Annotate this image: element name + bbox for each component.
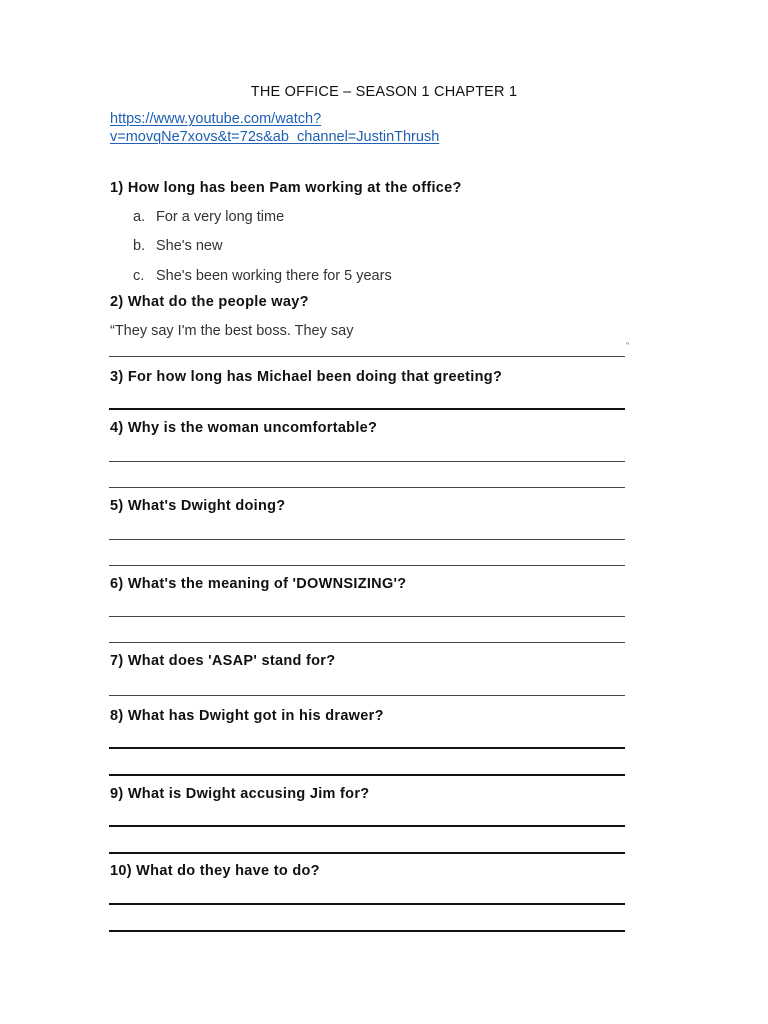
option-b-letter: b. — [133, 238, 146, 254]
option-c-text: She's been working there for 5 years — [156, 268, 392, 284]
quote-prompt: “They say I'm the best boss. They say — [110, 323, 354, 339]
answer-line — [109, 774, 625, 776]
answer-line — [109, 825, 625, 827]
answer-line — [109, 539, 625, 540]
question-2: 2) What do the people way? — [110, 294, 309, 310]
question-5: 5) What's Dwight doing? — [110, 498, 286, 514]
question-9: 9) What is Dwight accusing Jim for? — [110, 786, 370, 802]
question-4: 4) Why is the woman uncomfortable? — [110, 420, 378, 436]
video-link-line-2[interactable]: v=movqNe7xovs&t=72s&ab_channel=JustinThrush — [110, 129, 440, 145]
answer-line — [109, 356, 625, 357]
answer-line — [109, 930, 625, 932]
question-10: 10) What do they have to do? — [110, 863, 320, 879]
question-1: 1) How long has been Pam working at the office? — [110, 180, 462, 196]
option-b-text: She's new — [156, 238, 223, 254]
answer-line — [109, 695, 625, 696]
page-title: THE OFFICE – SEASON 1 CHAPTER 1 — [250, 84, 518, 100]
answer-line — [109, 408, 625, 410]
answer-line — [109, 616, 625, 617]
video-link-line-1[interactable]: https://www.youtube.com/watch? — [110, 111, 322, 127]
question-3: 3) For how long has Michael been doing that greeting? — [110, 369, 503, 385]
question-7: 7) What does 'ASAP' stand for? — [110, 653, 336, 669]
answer-line — [109, 903, 625, 905]
answer-line — [109, 642, 625, 643]
answer-line — [109, 487, 625, 488]
answer-line — [109, 747, 625, 749]
option-a-text: For a very long time — [156, 209, 285, 225]
closing-quote-mark: ” — [626, 341, 629, 351]
answer-line — [109, 565, 625, 566]
question-6: 6) What's the meaning of 'DOWNSIZING'? — [110, 576, 407, 592]
answer-line — [109, 852, 625, 854]
option-a-letter: a. — [133, 209, 146, 225]
question-8: 8) What has Dwight got in his drawer? — [110, 708, 384, 724]
answer-line — [109, 461, 625, 462]
option-c-letter: c. — [133, 268, 145, 284]
